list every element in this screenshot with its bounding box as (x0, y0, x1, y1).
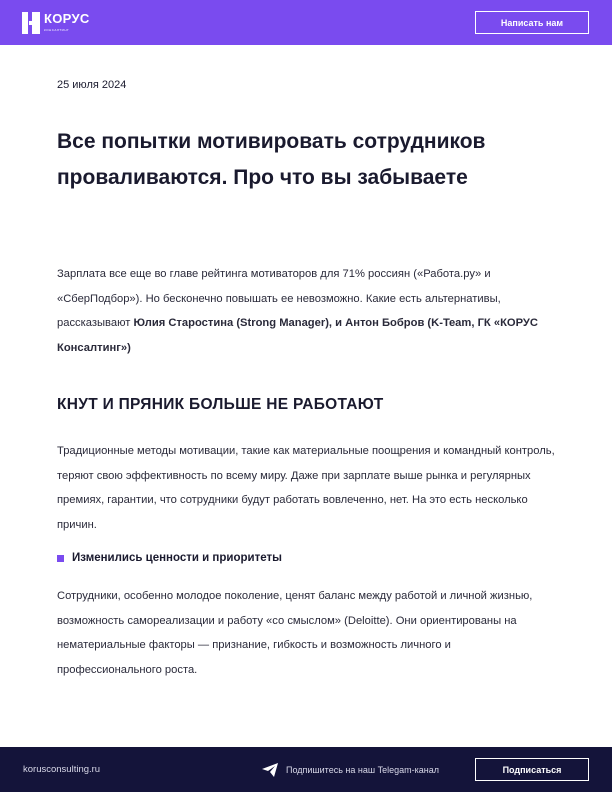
logo[interactable] (22, 12, 90, 34)
contact-us-button[interactable]: Написать нам (475, 11, 589, 34)
telegram-text: Подпишитесь на наш Telegam-канал (286, 765, 439, 775)
header (0, 0, 612, 45)
logo-subtitle: КОНСАЛТИНГ (44, 28, 70, 32)
logo-icon (22, 12, 40, 34)
footer (0, 747, 612, 792)
article-title: Все попытки мотивировать сотрудников проваливаются. Про что вы забываете (57, 130, 486, 189)
telegram-icon (262, 763, 278, 777)
bullet-heading (57, 552, 282, 564)
bullet-square-icon (57, 555, 64, 562)
paragraph-1: Традиционные методы мотивации, такие как материальные поощрения и командный контроль, теряют свою эффективность по всему миру. Даже при зарплате выше рынка и регулярных премиях, гарантии, что сотрудники будут работать вовлеченно, нет. На это есть несколько причин. (57, 445, 555, 531)
lead-paragraph (57, 262, 557, 360)
telegram-promo[interactable] (262, 763, 439, 777)
paragraph-2: Сотрудники, особенно молодое поколение, ценят баланс между работой и личной жизнью, возможность самореализации и работу «со смыслом» (Deloitte). Они ориентированы на нематериальные факторы — признание, гибкость и возможность личного и профессионального роста. (57, 590, 533, 676)
publish-date: 25 июля 2024 (57, 79, 127, 91)
lead-authors: Юлия Старостина (Strong Manager), и Антон Бобров (K-Team, ГК «КОРУС Консалтинг») (57, 317, 538, 354)
lead-text: Зарплата все еще во главе рейтинга мотиваторов для 71% россиян («Работа.ру» и «СберПодбор»). Но бесконечно повышать ее невозможно. Какие есть альтернативы, рассказывают (57, 268, 501, 329)
bullet-text: Изменились ценности и приоритеты (72, 552, 282, 564)
site-link[interactable]: korusconsulting.ru (23, 764, 101, 775)
logo-name: КОРУС (44, 11, 90, 26)
subscribe-button[interactable]: Подписаться (475, 758, 589, 781)
section-heading: КНУТ И ПРЯНИК БОЛЬШЕ НЕ РАБОТАЮТ (57, 396, 384, 413)
